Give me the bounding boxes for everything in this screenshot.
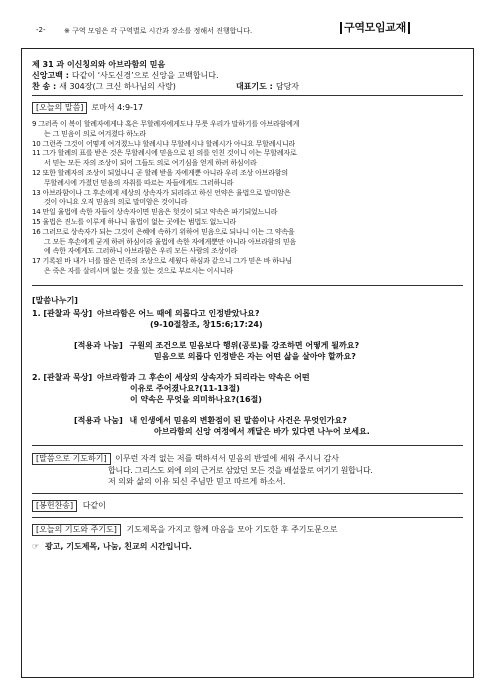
a2-row — [32, 415, 463, 426]
confession-row — [32, 70, 463, 81]
verse-line: 것이 아니요 오직 믿음의 의로 말미암은 것이니라 — [44, 198, 188, 207]
verse-line: 10 그런즉 그것이 어떻게 여겨졌느냐 할례시냐 무할례시냐 할례시가 아니요 무할례시니라 — [32, 139, 295, 148]
verse-line: 14 만일 율법에 속한 자들이 상속자이면 믿음은 헛것이 되고 약속은 파기되었느니라 — [32, 208, 278, 217]
a1-line2: 믿음으로 의롭다 인정받은 자는 어떤 삶을 살아야 할까요? — [154, 351, 356, 361]
verse-11 — [32, 149, 463, 169]
hymn-text: 새 304장(그 크신 하나님의 사랑) — [59, 82, 176, 91]
verse-15 — [32, 218, 463, 228]
discussion-label: [말씀나누기] — [32, 295, 78, 305]
prayer-line3: 저 의와 삶의 이유 되신 주님만 믿고 따르게 하소서. — [108, 476, 286, 486]
a2-label: [적용과 나눔] — [74, 415, 123, 425]
prayer-row — [32, 453, 463, 465]
a1-row — [32, 340, 463, 351]
scripture-verses — [32, 120, 463, 277]
divider-wrap-3 — [32, 445, 463, 447]
prayer-leader-text: 담당자 — [275, 82, 300, 91]
hand-pointer-icon: ☞ — [32, 541, 40, 551]
divider-line-2 — [32, 285, 463, 286]
a1-line1: 구원의 조건으로 믿음보다 행위(공로)를 강조하면 어떻게 될까요? — [129, 340, 360, 350]
verse-12 — [32, 169, 463, 189]
verse-line: 서 믿는 모든 자의 조상이 되어 그들도 의로 여기심을 얻게 하려 하심이라 — [44, 159, 257, 168]
confession-label: 신앙고백 : — [32, 71, 69, 80]
q2-line1: 아브라함과 그 후손이 세상의 상속자가 되리라는 약속은 어떤 — [96, 372, 310, 382]
divider-wrap-4 — [32, 493, 463, 495]
verse-line: 15 율법은 진노를 이루게 하나니 율법이 없는 곳에는 범법도 없느니라 — [32, 217, 236, 226]
tag-bar-left — [340, 22, 342, 34]
verse-line: 무할례시에 가졌던 믿음의 자취를 따르는 자들에게도 그러하니라 — [44, 178, 234, 187]
verse-line: 은 죽은 자를 살리시며 없는 것을 있는 것으로 부르시는 이시니라 — [44, 266, 233, 275]
a2-line2: 아브라함의 신앙 여정에서 깨달은 바가 있다면 나누어 보세요. — [154, 426, 370, 436]
q2-label: 2. [관찰과 묵상] — [32, 372, 93, 382]
verse-line: 는 그 믿음이 의로 여겨졌다 하노라 — [44, 129, 146, 138]
prayer-line2: 합니다. 그리스도 외에 의의 근거로 삼았던 모든 것을 배설물로 여기기 원합니다. — [108, 465, 373, 475]
verse-13 — [32, 189, 463, 209]
closing-row — [32, 524, 463, 536]
section-tag-text: 구역모임교재 — [344, 21, 406, 34]
closing-label: [오늘의 기도와 주기도] — [32, 524, 121, 536]
header-note: ※ 구역 모임은 각 구역별로 시간과 장소를 정해서 진행합니다. — [64, 27, 253, 35]
page-header — [0, 0, 493, 34]
offering-label: [봉헌찬송] — [32, 500, 77, 512]
q2-row — [32, 372, 463, 383]
verse-line: 그 모든 후손에게 굳게 하려 하심이라 율법에 속한 자에게뿐만 아니라 아브라함의 믿음 — [44, 237, 296, 246]
divider-line — [32, 95, 463, 96]
lesson-content — [32, 59, 463, 552]
q1-text: 아브라함은 어느 때에 의롭다고 인정받았나요? — [96, 308, 260, 318]
confession-text: 다같이 ‘사도신경’으로 신앙을 고백합니다. — [71, 71, 219, 80]
divider-wrap-2 — [32, 285, 463, 287]
verse-9 — [32, 120, 463, 140]
verse-line: 에 속한 자에게도 그러하니 아브라함은 우리 모든 사람의 조상이라 — [44, 247, 238, 256]
verse-line: 17 기록된 바 내가 너를 많은 민족의 조상으로 세웠다 하심과 같으니 그가 믿은 바 하나님 — [32, 257, 292, 266]
verse-10 — [32, 140, 463, 150]
page-number: -2- — [36, 26, 46, 34]
verse-line: 16 그러므로 상속자가 되는 그것이 은혜에 속하기 위하여 믿음으로 되나니 이는 그 약속을 — [32, 227, 295, 236]
hymn-label: 찬 송 : — [32, 82, 57, 91]
q2-line2: 이유로 주어졌나요?(11-13절) — [130, 383, 240, 393]
hymn-row — [32, 81, 463, 92]
prayer-line1: 이무런 자격 없는 저를 택하셔서 믿음의 반열에 세워 주시니 감사 — [115, 453, 339, 463]
divider-line-5 — [32, 517, 463, 518]
lesson-frame — [21, 48, 474, 678]
verse-line: 12 또한 할례자의 조상이 되었나니 곧 할례 받을 자에게뿐 아니라 우리 조상 아브라함의 — [32, 168, 288, 177]
section-tag — [338, 20, 476, 36]
divider-wrap — [32, 92, 463, 96]
offering-row — [32, 500, 463, 512]
a2-line1: 내 인생에서 믿음의 변환점이 된 말씀이나 사건은 무엇인가요? — [129, 415, 347, 425]
closing-note: 광고, 기도제목, 나눔, 친교의 시간입니다. — [44, 541, 192, 551]
prayer-label: [말씀으로 기도하기] — [32, 453, 111, 465]
tag-bar-right — [408, 22, 410, 34]
verse-16 — [32, 228, 463, 257]
closing-text: 기도제목을 가지고 함께 마음을 모아 기도한 후 주기도문으로 — [126, 524, 338, 534]
lesson-title: 제 31 과 이신칭의와 아브라함의 믿음 — [32, 60, 166, 69]
prayer-leader-label: 대표기도 : — [235, 82, 273, 91]
offering-text: 다같이 — [82, 500, 106, 510]
today-word-row — [32, 102, 463, 114]
verse-17 — [32, 257, 463, 277]
q1-row — [32, 308, 463, 319]
today-word-ref: 로마서 4:9-17 — [91, 103, 144, 112]
closing-note-row — [32, 541, 463, 552]
divider-wrap-5 — [32, 517, 463, 519]
verse-line: 13 아브라함이나 그 후손에게 세상의 상속자가 되리라고 하신 언약은 율법으로 말미암은 — [32, 188, 291, 197]
divider-line-3 — [32, 445, 463, 446]
q2-line3: 이 약속은 무엇을 의미하나요?(16절) — [130, 394, 262, 404]
a1-label: [적용과 나눔] — [74, 340, 123, 350]
verse-14 — [32, 208, 463, 218]
divider-line-4 — [32, 493, 463, 494]
verse-line: 11 그가 할례의 표를 받은 것은 무할례시에 믿음으로 된 의를 인친 것이니 이는 무할례자로 — [32, 149, 297, 158]
verse-line: 9 그러즉 이 복이 할례자에게냐 혹은 무할례자에게도냐 무릇 우리가 말하기를 아브라함에게 — [32, 120, 300, 128]
q1-ref: (9-10절참조, 창15:6;17:24) — [150, 319, 263, 329]
today-word-label: [오늘의 말씀] — [32, 102, 87, 114]
q1-label: 1. [관찰과 묵상] — [32, 308, 93, 318]
